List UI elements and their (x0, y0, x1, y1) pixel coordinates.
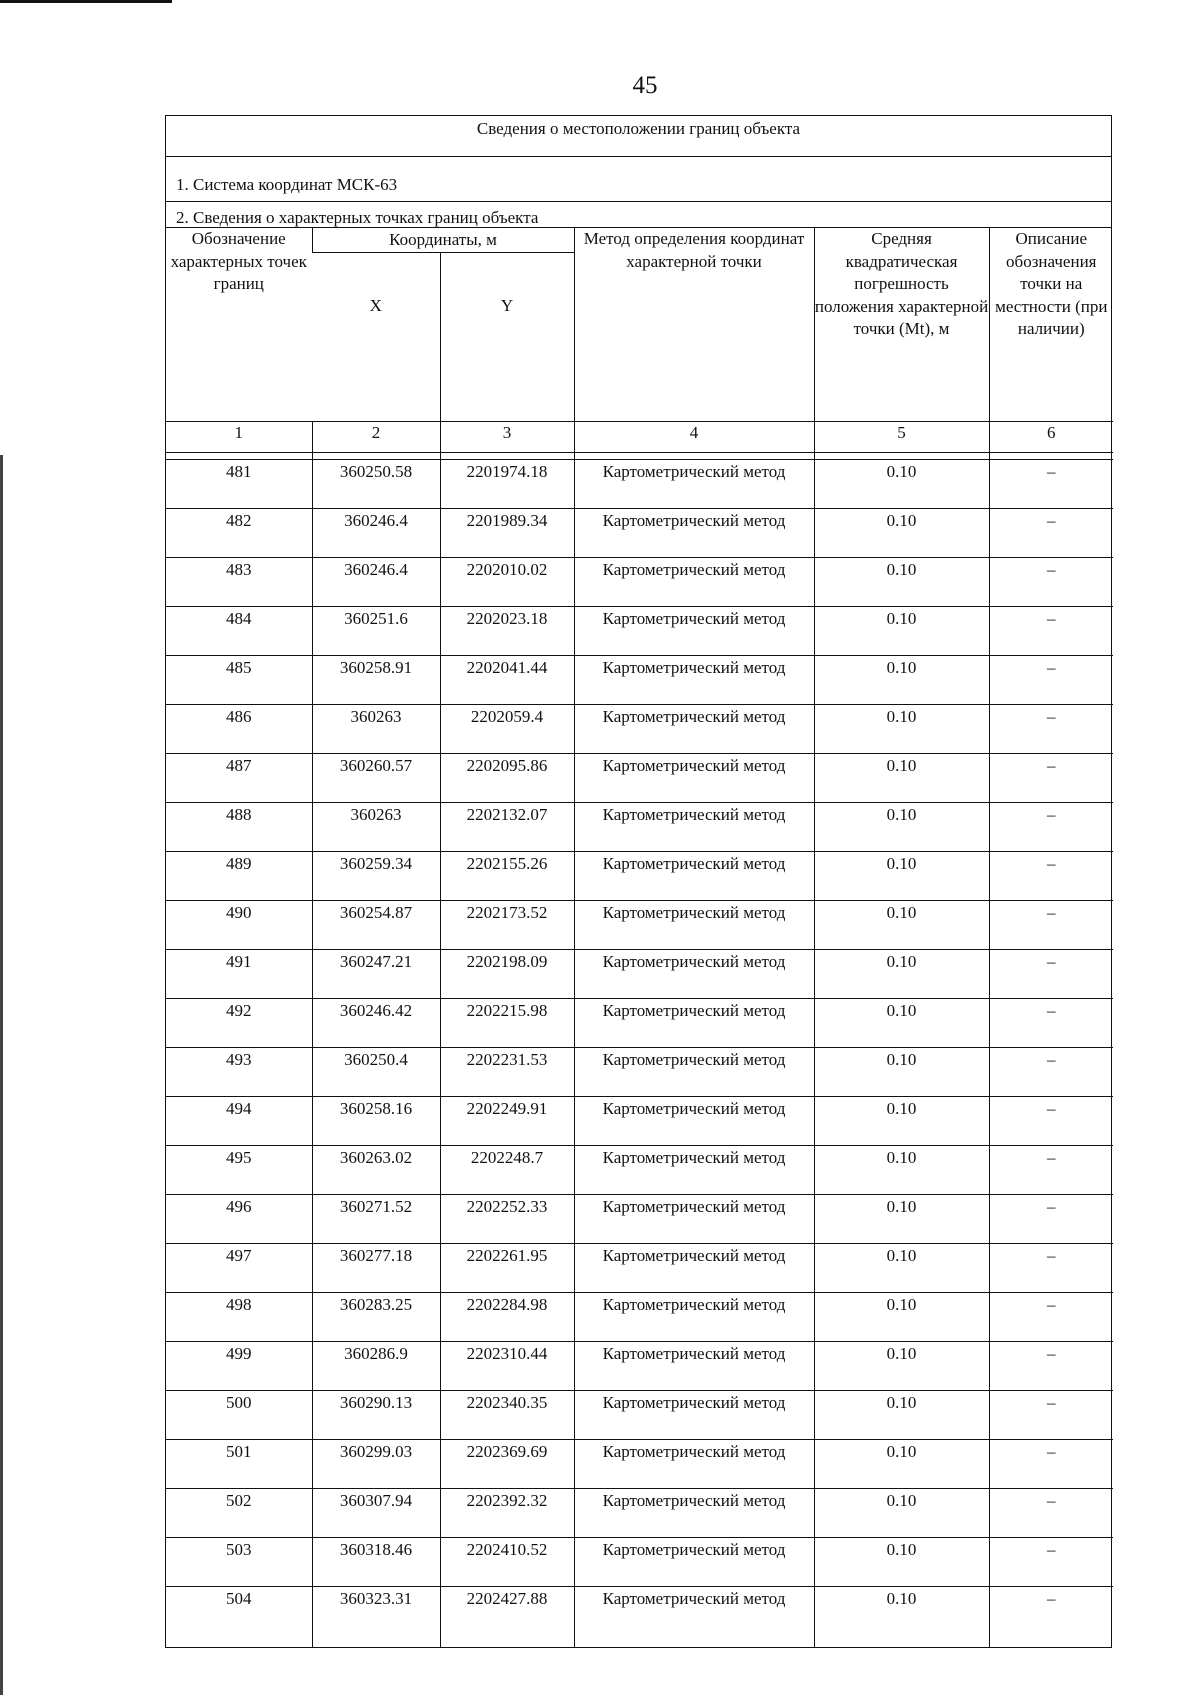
spacer-cell (440, 453, 574, 460)
spacer-cell (989, 453, 1113, 460)
table-row (166, 1097, 1113, 1146)
y-coordinate-cell: 2201974.18 (440, 460, 574, 509)
method-cell: Картометрический метод (574, 558, 814, 607)
point-id-cell: 493 (166, 1048, 312, 1097)
y-coordinate-cell: 2202427.88 (440, 1587, 574, 1648)
point-id-cell: 490 (166, 901, 312, 950)
header-mean-square-error: Средняя квадратическая погрешность положения характерной точки (Mt), м (814, 228, 989, 422)
table-row (166, 999, 1113, 1048)
spacer-cell (312, 453, 440, 460)
description-cell: – (989, 803, 1113, 852)
y-coordinate-cell: 2202155.26 (440, 852, 574, 901)
y-coordinate-cell: 2202095.86 (440, 754, 574, 803)
spacer-cell (166, 453, 312, 460)
error-cell: 0.10 (814, 705, 989, 754)
error-cell: 0.10 (814, 1293, 989, 1342)
method-cell: Картометрический метод (574, 1097, 814, 1146)
error-cell: 0.10 (814, 509, 989, 558)
header-y: Y (440, 253, 574, 422)
scan-edge-mark-top (0, 0, 172, 3)
header-method: Метод определения координат характерной точки (574, 228, 814, 422)
x-coordinate-cell: 360246.4 (312, 558, 440, 607)
point-id-cell: 500 (166, 1391, 312, 1440)
x-coordinate-cell: 360250.58 (312, 460, 440, 509)
y-coordinate-cell: 2202132.07 (440, 803, 574, 852)
y-coordinate-cell: 2202041.44 (440, 656, 574, 705)
point-id-cell: 501 (166, 1440, 312, 1489)
y-coordinate-cell: 2202215.98 (440, 999, 574, 1048)
error-cell: 0.10 (814, 852, 989, 901)
error-cell: 0.10 (814, 1097, 989, 1146)
error-cell: 0.10 (814, 803, 989, 852)
point-id-cell: 481 (166, 460, 312, 509)
table-row (166, 1244, 1113, 1293)
table-row (166, 852, 1113, 901)
description-cell: – (989, 950, 1113, 999)
point-id-cell: 496 (166, 1195, 312, 1244)
x-coordinate-cell: 360254.87 (312, 901, 440, 950)
coordinate-system-line: 1. Система координат МСК-63 (166, 157, 1111, 202)
method-cell: Картометрический метод (574, 1440, 814, 1489)
method-cell: Картометрический метод (574, 705, 814, 754)
description-cell: – (989, 1146, 1113, 1195)
method-cell: Картометрический метод (574, 803, 814, 852)
column-number: 2 (312, 422, 440, 453)
error-cell: 0.10 (814, 1195, 989, 1244)
error-cell: 0.10 (814, 1440, 989, 1489)
form-title: Сведения о местоположении границ объекта (166, 116, 1111, 157)
method-cell: Картометрический метод (574, 1587, 814, 1648)
spacer-cell (814, 453, 989, 460)
point-id-cell: 497 (166, 1244, 312, 1293)
column-number: 5 (814, 422, 989, 453)
table-row (166, 509, 1113, 558)
description-cell: – (989, 901, 1113, 950)
y-coordinate-cell: 2202310.44 (440, 1342, 574, 1391)
header-x: X (312, 253, 440, 422)
error-cell: 0.10 (814, 754, 989, 803)
x-coordinate-cell: 360277.18 (312, 1244, 440, 1293)
point-id-cell: 483 (166, 558, 312, 607)
error-cell: 0.10 (814, 607, 989, 656)
scan-edge-mark-left (0, 455, 3, 1695)
description-cell: – (989, 1342, 1113, 1391)
y-coordinate-cell: 2202410.52 (440, 1538, 574, 1587)
description-cell: – (989, 1097, 1113, 1146)
page-number: 45 (632, 72, 658, 99)
description-cell: – (989, 999, 1113, 1048)
boundary-points-body (166, 460, 1113, 1648)
method-cell: Картометрический метод (574, 1342, 814, 1391)
table-row (166, 656, 1113, 705)
x-coordinate-cell: 360263 (312, 803, 440, 852)
error-cell: 0.10 (814, 1587, 989, 1648)
table-row (166, 460, 1113, 509)
y-coordinate-cell: 2202059.4 (440, 705, 574, 754)
error-cell: 0.10 (814, 656, 989, 705)
point-id-cell: 482 (166, 509, 312, 558)
point-id-cell: 498 (166, 1293, 312, 1342)
table-row (166, 1587, 1113, 1648)
x-coordinate-cell: 360247.21 (312, 950, 440, 999)
error-cell: 0.10 (814, 460, 989, 509)
x-coordinate-cell: 360259.34 (312, 852, 440, 901)
y-coordinate-cell: 2202023.18 (440, 607, 574, 656)
method-cell: Картометрический метод (574, 607, 814, 656)
y-coordinate-cell: 2202173.52 (440, 901, 574, 950)
error-cell: 0.10 (814, 558, 989, 607)
method-cell: Картометрический метод (574, 950, 814, 999)
y-coordinate-cell: 2202340.35 (440, 1391, 574, 1440)
x-coordinate-cell: 360318.46 (312, 1538, 440, 1587)
table-row (166, 1146, 1113, 1195)
header-coordinates: Координаты, м (312, 228, 574, 253)
description-cell: – (989, 1489, 1113, 1538)
point-id-cell: 492 (166, 999, 312, 1048)
y-coordinate-cell: 2202198.09 (440, 950, 574, 999)
x-coordinate-cell: 360251.6 (312, 607, 440, 656)
method-cell: Картометрический метод (574, 1195, 814, 1244)
x-coordinate-cell: 360307.94 (312, 1489, 440, 1538)
boundary-points-table (166, 228, 1113, 1647)
point-id-cell: 487 (166, 754, 312, 803)
point-id-cell: 504 (166, 1587, 312, 1648)
column-number: 4 (574, 422, 814, 453)
x-coordinate-cell: 360271.52 (312, 1195, 440, 1244)
x-coordinate-cell: 360323.31 (312, 1587, 440, 1648)
x-coordinate-cell: 360258.16 (312, 1097, 440, 1146)
method-cell: Картометрический метод (574, 460, 814, 509)
y-coordinate-cell: 2202248.7 (440, 1146, 574, 1195)
error-cell: 0.10 (814, 1391, 989, 1440)
point-id-cell: 489 (166, 852, 312, 901)
description-cell: – (989, 1391, 1113, 1440)
description-cell: – (989, 754, 1113, 803)
table-row (166, 950, 1113, 999)
x-coordinate-cell: 360283.25 (312, 1293, 440, 1342)
description-cell: – (989, 852, 1113, 901)
point-id-cell: 491 (166, 950, 312, 999)
point-id-cell: 502 (166, 1489, 312, 1538)
description-cell: – (989, 1440, 1113, 1489)
x-coordinate-cell: 360258.91 (312, 656, 440, 705)
column-number: 3 (440, 422, 574, 453)
header-description: Описание обозначения точки на местности (при наличии) (989, 228, 1113, 422)
error-cell: 0.10 (814, 950, 989, 999)
y-coordinate-cell: 2202284.98 (440, 1293, 574, 1342)
error-cell: 0.10 (814, 1342, 989, 1391)
error-cell: 0.10 (814, 1538, 989, 1587)
table-row (166, 1440, 1113, 1489)
y-coordinate-cell: 2201989.34 (440, 509, 574, 558)
description-cell: – (989, 558, 1113, 607)
table-row (166, 705, 1113, 754)
method-cell: Картометрический метод (574, 852, 814, 901)
error-cell: 0.10 (814, 1244, 989, 1293)
table-row (166, 901, 1113, 950)
point-id-cell: 485 (166, 656, 312, 705)
point-id-cell: 499 (166, 1342, 312, 1391)
column-number: 1 (166, 422, 312, 453)
description-cell: – (989, 1538, 1113, 1587)
method-cell: Картометрический метод (574, 1538, 814, 1587)
method-cell: Картометрический метод (574, 754, 814, 803)
section-heading: 2. Сведения о характерных точках границ объекта (166, 202, 1111, 228)
x-coordinate-cell: 360263.02 (312, 1146, 440, 1195)
point-id-cell: 494 (166, 1097, 312, 1146)
table-row (166, 607, 1113, 656)
description-cell: – (989, 705, 1113, 754)
table-row (166, 1538, 1113, 1587)
description-cell: – (989, 460, 1113, 509)
table-row (166, 1293, 1113, 1342)
table-row (166, 1391, 1113, 1440)
header-point-designation: Обозначение характерных точек границ (170, 229, 307, 293)
x-coordinate-cell: 360260.57 (312, 754, 440, 803)
method-cell: Картометрический метод (574, 1146, 814, 1195)
x-coordinate-cell: 360263 (312, 705, 440, 754)
table-row (166, 1342, 1113, 1391)
y-coordinate-cell: 2202261.95 (440, 1244, 574, 1293)
spacer-cell (574, 453, 814, 460)
y-coordinate-cell: 2202252.33 (440, 1195, 574, 1244)
method-cell: Картометрический метод (574, 509, 814, 558)
x-coordinate-cell: 360286.9 (312, 1342, 440, 1391)
x-coordinate-cell: 360246.4 (312, 509, 440, 558)
table-row (166, 754, 1113, 803)
description-cell: – (989, 1195, 1113, 1244)
description-cell: – (989, 1244, 1113, 1293)
error-cell: 0.10 (814, 1146, 989, 1195)
y-coordinate-cell: 2202369.69 (440, 1440, 574, 1489)
point-id-cell: 503 (166, 1538, 312, 1587)
method-cell: Картометрический метод (574, 1391, 814, 1440)
error-cell: 0.10 (814, 901, 989, 950)
table-row (166, 558, 1113, 607)
table-row (166, 1048, 1113, 1097)
boundary-info-form (165, 115, 1112, 1648)
description-cell: – (989, 1048, 1113, 1097)
y-coordinate-cell: 2202231.53 (440, 1048, 574, 1097)
description-cell: – (989, 656, 1113, 705)
description-cell: – (989, 1293, 1113, 1342)
method-cell: Картометрический метод (574, 656, 814, 705)
x-coordinate-cell: 360299.03 (312, 1440, 440, 1489)
table-row (166, 1489, 1113, 1538)
point-id-cell: 486 (166, 705, 312, 754)
point-id-cell: 484 (166, 607, 312, 656)
point-id-cell: 488 (166, 803, 312, 852)
table-row (166, 1195, 1113, 1244)
point-id-cell: 495 (166, 1146, 312, 1195)
method-cell: Картометрический метод (574, 1293, 814, 1342)
table-row (166, 803, 1113, 852)
method-cell: Картометрический метод (574, 901, 814, 950)
column-number: 6 (989, 422, 1113, 453)
x-coordinate-cell: 360290.13 (312, 1391, 440, 1440)
method-cell: Картометрический метод (574, 1048, 814, 1097)
x-coordinate-cell: 360246.42 (312, 999, 440, 1048)
error-cell: 0.10 (814, 1489, 989, 1538)
y-coordinate-cell: 2202392.32 (440, 1489, 574, 1538)
y-coordinate-cell: 2202249.91 (440, 1097, 574, 1146)
y-coordinate-cell: 2202010.02 (440, 558, 574, 607)
description-cell: – (989, 1587, 1113, 1648)
description-cell: – (989, 607, 1113, 656)
description-cell: – (989, 509, 1113, 558)
error-cell: 0.10 (814, 1048, 989, 1097)
method-cell: Картометрический метод (574, 1489, 814, 1538)
method-cell: Картометрический метод (574, 999, 814, 1048)
method-cell: Картометрический метод (574, 1244, 814, 1293)
error-cell: 0.10 (814, 999, 989, 1048)
x-coordinate-cell: 360250.4 (312, 1048, 440, 1097)
